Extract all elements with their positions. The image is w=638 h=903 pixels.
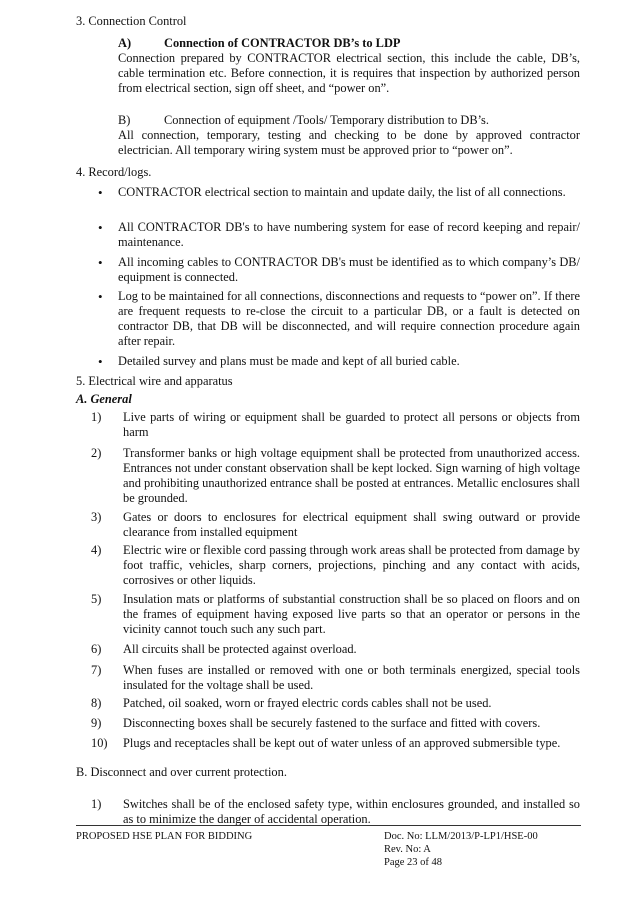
bullet-item: All incoming cables to CONTRACTOR DB's must be identified as to which company’s DB/ equipment is connected. [118,255,580,284]
bullet-marker: • [98,354,103,369]
list-item: Live parts of wiring or equipment shall be guarded to protect all persons or objects from harm [123,410,580,439]
bullet-marker: • [98,289,103,304]
subsection-b-text: All connection, temporary, testing and checking to be done by approved contractor electrician. All temporary wiring system must be approved prior to “power on”. [118,128,580,157]
bullet-item: Log to be maintained for all connections, disconnections and requests to “power on”. If there are frequent requests to re-close the circuit to a particular DB, or a fault is detected on contractor DB, that DB will be disconnected, and will require connection procedure again after repair. [118,289,580,348]
bullet-item: All CONTRACTOR DB's to have numbering system for ease of record keeping and repair/ maintenance. [118,220,580,249]
subsection-general-heading: A. General [76,392,132,406]
list-item: Transformer banks or high voltage equipment shall be protected from unauthorized access. Entrances not under constant observation shall be kept locked. Sign warning of high voltage and prohibiting unauthorized entrance shall be posted at entrances. Metallic enclosures shall be grounded. [123,446,580,505]
item-number: 7) [91,663,102,677]
footer-page-number: Page 23 of 48 [384,857,443,868]
item-number: 2) [91,446,102,460]
subsection-b-title: Connection of equipment /Tools/ Temporary distribution to DB’s. [164,113,489,127]
footer-doc-number: Doc. No: LLM/2013/P-LP1/HSE-00 [384,831,538,842]
bullet-marker: • [98,255,103,270]
item-number: 1) [91,797,102,811]
item-number: 10) [91,736,108,750]
subsection-a-title: Connection of CONTRACTOR DB’s to LDP [164,36,401,50]
subsection-b-label: B) [118,113,131,127]
item-number: 5) [91,592,102,606]
section-3-heading: 3. Connection Control [76,14,187,28]
bullet-marker: • [98,185,103,200]
list-item: Patched, oil soaked, worn or frayed electric cords cables shall not be used. [123,696,492,710]
item-number: 1) [91,410,102,424]
bullet-marker: • [98,220,103,235]
footer-title: PROPOSED HSE PLAN FOR BIDDING [76,831,253,842]
footer-revision: Rev. No: A [384,844,431,855]
item-number: 6) [91,642,102,656]
list-item: Plugs and receptacles shall be kept out of water unless of an approved submersible type. [123,736,561,750]
footer-divider [76,825,581,826]
list-item: Gates or doors to enclosures for electrical equipment shall swing outward or provide clearance from installed equipment [123,510,580,539]
list-item: All circuits shall be protected against overload. [123,642,357,656]
item-number: 8) [91,696,102,710]
subsection-disconnect-heading: B. Disconnect and over current protection. [76,765,287,779]
section-4-heading: 4. Record/logs. [76,165,152,179]
list-item: Disconnecting boxes shall be securely fastened to the surface and fitted with covers. [123,716,541,730]
bullet-item: Detailed survey and plans must be made and kept of all buried cable. [118,354,460,368]
list-item: Switches shall be of the enclosed safety type, within enclosures grounded, and installed so as to minimize the danger of accidental operation. [123,797,580,826]
item-number: 9) [91,716,102,730]
item-number: 3) [91,510,102,524]
section-5-heading: 5. Electrical wire and apparatus [76,374,233,388]
list-item: When fuses are installed or removed with one or both terminals energized, special tools insulated for the voltage shall be used. [123,663,580,692]
item-number: 4) [91,543,102,557]
list-item: Electric wire or flexible cord passing through work areas shall be protected from damage by foot traffic, vehicles, sharp corners, projections, pinching and any contact with acids, corrosives or other liquids. [123,543,580,587]
subsection-a-text: Connection prepared by CONTRACTOR electrical section, this include the cable, DB’s, cable termination etc. Before connection, it is requires that inspection by authorized person from electrical section, sign off sheet, and “power on”. [118,51,580,95]
footer-doc-info [384,830,538,869]
subsection-a-label: A) [118,36,132,50]
list-item: Insulation mats or platforms of substantial construction shall be so placed on floors and on the frames of equipment having exposed live parts so that an operator or persons in the vicinity cannot touch such any such part. [123,592,580,636]
bullet-item: CONTRACTOR electrical section to maintain and update daily, the list of all connections. [118,185,566,199]
